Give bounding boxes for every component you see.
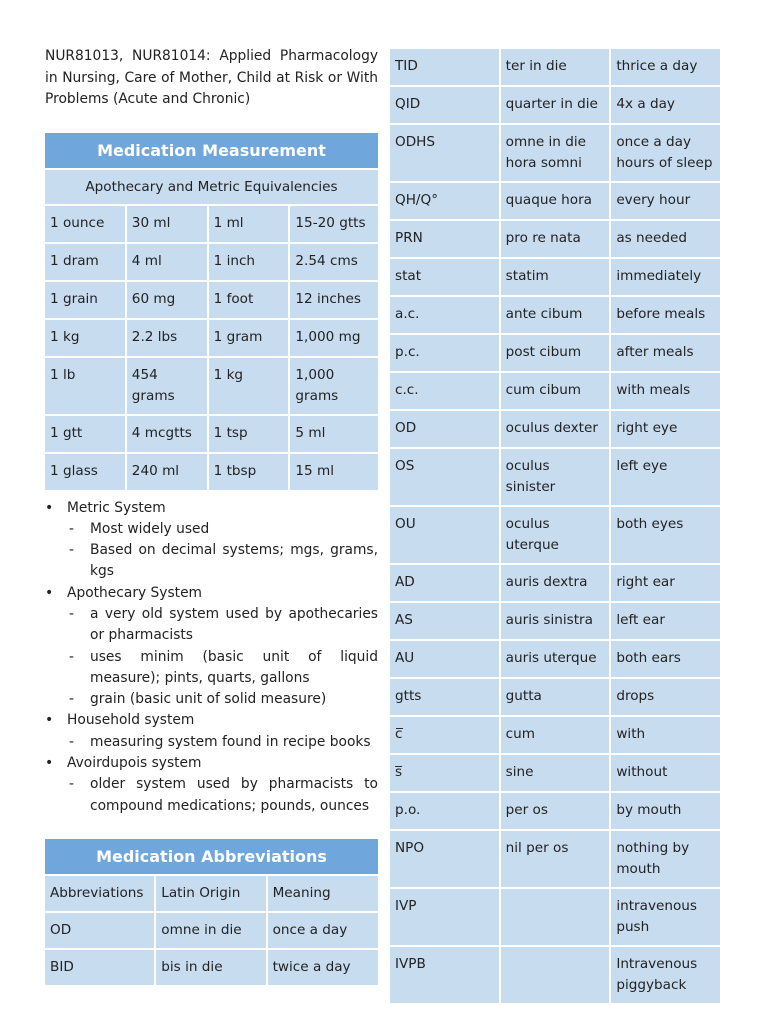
- table-row: [390, 87, 720, 123]
- equivalency-cell: 2.54 cms: [290, 244, 378, 280]
- table-row: [390, 259, 720, 295]
- abbreviation-cell: bis in die: [156, 950, 265, 985]
- equivalency-cell: 30 ml: [127, 206, 207, 242]
- equivalency-cell: 1 glass: [45, 454, 125, 490]
- abbreviation-cell: right eye: [611, 411, 720, 447]
- abbreviation-cell: IVPB: [390, 947, 499, 1003]
- abbreviation-cell: TID: [390, 49, 499, 85]
- equivalency-cell: 454 grams: [127, 358, 207, 414]
- table-row: [45, 416, 378, 452]
- abbreviation-cell: immediately: [611, 259, 720, 295]
- abbreviation-cell: quaque hora: [501, 183, 610, 219]
- system-details: [67, 519, 378, 583]
- abbreviation-cell: OD: [390, 411, 499, 447]
- abbreviation-cell: quarter in die: [501, 87, 610, 123]
- equivalency-cell: 15 ml: [290, 454, 378, 490]
- abbreviation-cell: OD: [45, 913, 154, 948]
- abbreviations-header-row: [45, 876, 378, 911]
- system-detail: - uses minim (basic unit of liquid measure); pints, quarts, gallons: [67, 647, 378, 690]
- system-detail: - Based on decimal systems; mgs, grams, kgs: [67, 540, 378, 583]
- equivalency-cell: 15-20 gtts: [290, 206, 378, 242]
- equivalency-cell: 1 kg: [209, 358, 289, 414]
- abbreviation-cell: post cibum: [501, 335, 610, 371]
- abbreviation-cell: AD: [390, 565, 499, 601]
- equivalency-cell: 1 kg: [45, 320, 125, 356]
- abbreviation-cell: by mouth: [611, 793, 720, 829]
- table-row: [390, 755, 720, 791]
- table-row: [390, 411, 720, 447]
- table-row: [390, 679, 720, 715]
- abbreviation-cell: oculus sinister: [501, 449, 610, 505]
- system-detail: - grain (basic unit of solid measure): [67, 689, 378, 710]
- abbreviation-cell: oculus uterque: [501, 507, 610, 563]
- table-row: [45, 913, 378, 948]
- equivalency-cell: 1 tsp: [209, 416, 289, 452]
- table-row: [45, 282, 378, 318]
- abbreviation-cell: auris sinistra: [501, 603, 610, 639]
- abbreviation-cell: per os: [501, 793, 610, 829]
- abbreviation-cell: [501, 947, 610, 1003]
- abbreviation-cell: ter in die: [501, 49, 610, 85]
- equivalency-cell: 1 dram: [45, 244, 125, 280]
- system-details: [67, 774, 378, 817]
- abbreviation-cell: a.c.: [390, 297, 499, 333]
- system-details: [67, 604, 378, 710]
- system-detail: - Most widely used: [67, 519, 378, 540]
- table-row: [390, 603, 720, 639]
- abbreviations-table-left: [43, 874, 380, 987]
- system-details: [67, 732, 378, 753]
- abbreviation-cell: as needed: [611, 221, 720, 257]
- abbreviation-cell: QID: [390, 87, 499, 123]
- abbreviation-cell: p.c.: [390, 335, 499, 371]
- abbreviation-cell: BID: [45, 950, 154, 985]
- abbreviation-cell: p.o.: [390, 793, 499, 829]
- equivalency-cell: 1 ounce: [45, 206, 125, 242]
- abbreviation-cell: ante cibum: [501, 297, 610, 333]
- abbreviation-cell: oculus dexter: [501, 411, 610, 447]
- table-row: [390, 373, 720, 409]
- table-row: [390, 889, 720, 945]
- table-row: [390, 641, 720, 677]
- table-row: [390, 793, 720, 829]
- abbreviation-cell: nil per os: [501, 831, 610, 887]
- abbreviation-cell: omne in die: [156, 913, 265, 948]
- abbreviation-cell: cum: [501, 717, 610, 753]
- table-row: [390, 831, 720, 887]
- abbreviation-cell: thrice a day: [611, 49, 720, 85]
- table-row: [45, 206, 378, 242]
- system-item: [45, 583, 378, 711]
- equivalency-cell: 240 ml: [127, 454, 207, 490]
- equivalency-cell: 1 grain: [45, 282, 125, 318]
- equivalency-cell: 1 gtt: [45, 416, 125, 452]
- abbreviation-cell: every hour: [611, 183, 720, 219]
- equivalency-cell: 12 inches: [290, 282, 378, 318]
- equivalency-cell: 1,000 mg: [290, 320, 378, 356]
- abbreviation-cell: NPO: [390, 831, 499, 887]
- system-detail: - measuring system found in recipe books: [67, 732, 378, 753]
- equivalencies-table: [43, 204, 380, 492]
- abbreviation-cell: once a day: [268, 913, 378, 948]
- equivalency-cell: 4 ml: [127, 244, 207, 280]
- abbreviation-cell: auris dextra: [501, 565, 610, 601]
- system-detail: - a very old system used by apothecaries or pharmacists: [67, 604, 378, 647]
- abbreviation-cell: Intravenous piggyback: [611, 947, 720, 1003]
- table-row: [390, 507, 720, 563]
- abbreviation-cell: stat: [390, 259, 499, 295]
- equivalency-cell: 1 gram: [209, 320, 289, 356]
- medication-abbreviations-heading: Medication Abbreviations: [45, 839, 378, 874]
- abbreviation-cell: c.c.: [390, 373, 499, 409]
- abbreviation-cell: left ear: [611, 603, 720, 639]
- abbreviation-cell: ODHS: [390, 125, 499, 181]
- table-row: [390, 947, 720, 1003]
- table-row: [45, 320, 378, 356]
- equivalency-cell: 5 ml: [290, 416, 378, 452]
- table-row: [390, 183, 720, 219]
- medication-measurement-heading: Medication Measurement: [45, 133, 378, 168]
- table-row: [390, 449, 720, 505]
- measurement-systems-list: [45, 498, 378, 817]
- abbreviation-cell: cum cibum: [501, 373, 610, 409]
- system-title: Apothecary System: [67, 584, 202, 601]
- system-item: [45, 498, 378, 583]
- table-row: [390, 717, 720, 753]
- abbreviation-cell: gtts: [390, 679, 499, 715]
- abbreviation-cell: QH/Q°: [390, 183, 499, 219]
- abbreviation-cell: AU: [390, 641, 499, 677]
- abbreviation-cell: 4x a day: [611, 87, 720, 123]
- abbreviation-cell: before meals: [611, 297, 720, 333]
- abbreviation-cell: gutta: [501, 679, 610, 715]
- system-item: [45, 710, 378, 753]
- equivalency-cell: 4 mcgtts: [127, 416, 207, 452]
- medication-measurement-section: [45, 133, 378, 492]
- abbreviation-cell: IVP: [390, 889, 499, 945]
- column-header: Latin Origin: [156, 876, 265, 911]
- table-row: [390, 297, 720, 333]
- abbreviation-cell: after meals: [611, 335, 720, 371]
- system-title: Metric System: [67, 499, 166, 516]
- abbreviation-cell: s̅: [390, 755, 499, 791]
- equivalency-cell: 60 mg: [127, 282, 207, 318]
- abbreviation-cell: c̅: [390, 717, 499, 753]
- abbreviation-cell: intravenous push: [611, 889, 720, 945]
- table-row: [390, 221, 720, 257]
- table-row: [390, 335, 720, 371]
- abbreviation-cell: omne in die hora somni: [501, 125, 610, 181]
- abbreviation-cell: pro re nata: [501, 221, 610, 257]
- equivalency-cell: 1 inch: [209, 244, 289, 280]
- abbreviation-cell: auris uterque: [501, 641, 610, 677]
- column-header: Meaning: [268, 876, 378, 911]
- column-header: Abbreviations: [45, 876, 154, 911]
- abbreviations-table-right: [388, 47, 722, 1005]
- equivalency-cell: 2.2 lbs: [127, 320, 207, 356]
- system-title: Household system: [67, 712, 195, 729]
- abbreviation-cell: OS: [390, 449, 499, 505]
- table-row: [45, 244, 378, 280]
- equivalency-cell: 1,000 grams: [290, 358, 378, 414]
- abbreviation-cell: [501, 889, 610, 945]
- table-row: [390, 49, 720, 85]
- abbreviation-cell: once a day hours of sleep: [611, 125, 720, 181]
- abbreviation-cell: both ears: [611, 641, 720, 677]
- abbreviation-cell: AS: [390, 603, 499, 639]
- abbreviation-cell: OU: [390, 507, 499, 563]
- system-item: [45, 753, 378, 817]
- system-title: Avoirdupois system: [67, 755, 202, 772]
- abbreviation-cell: PRN: [390, 221, 499, 257]
- medication-abbreviations-section: [45, 839, 378, 987]
- abbreviation-cell: with: [611, 717, 720, 753]
- equivalency-cell: 1 ml: [209, 206, 289, 242]
- abbreviation-cell: without: [611, 755, 720, 791]
- table-row: [45, 454, 378, 490]
- abbreviation-cell: statim: [501, 259, 610, 295]
- abbreviation-cell: nothing by mouth: [611, 831, 720, 887]
- table-row: [390, 565, 720, 601]
- abbreviation-cell: left eye: [611, 449, 720, 505]
- course-title: NUR81013, NUR81014: Applied Pharmacology in Nursing, Care of Mother, Child at Risk or With Problems (Acute and Chronic): [45, 48, 378, 107]
- table-row: [45, 950, 378, 985]
- system-detail: - older system used by pharmacists to compound medications; pounds, ounces: [67, 774, 378, 817]
- equivalencies-subheading: Apothecary and Metric Equivalencies: [45, 170, 378, 204]
- abbreviation-cell: both eyes: [611, 507, 720, 563]
- right-column: [390, 47, 720, 1005]
- abbreviation-cell: right ear: [611, 565, 720, 601]
- abbreviation-cell: sine: [501, 755, 610, 791]
- left-column: [45, 46, 378, 987]
- equivalency-cell: 1 lb: [45, 358, 125, 414]
- table-row: [390, 125, 720, 181]
- abbreviation-cell: twice a day: [268, 950, 378, 985]
- table-row: [45, 358, 378, 414]
- equivalency-cell: 1 tbsp: [209, 454, 289, 490]
- abbreviation-cell: with meals: [611, 373, 720, 409]
- abbreviation-cell: drops: [611, 679, 720, 715]
- equivalency-cell: 1 foot: [209, 282, 289, 318]
